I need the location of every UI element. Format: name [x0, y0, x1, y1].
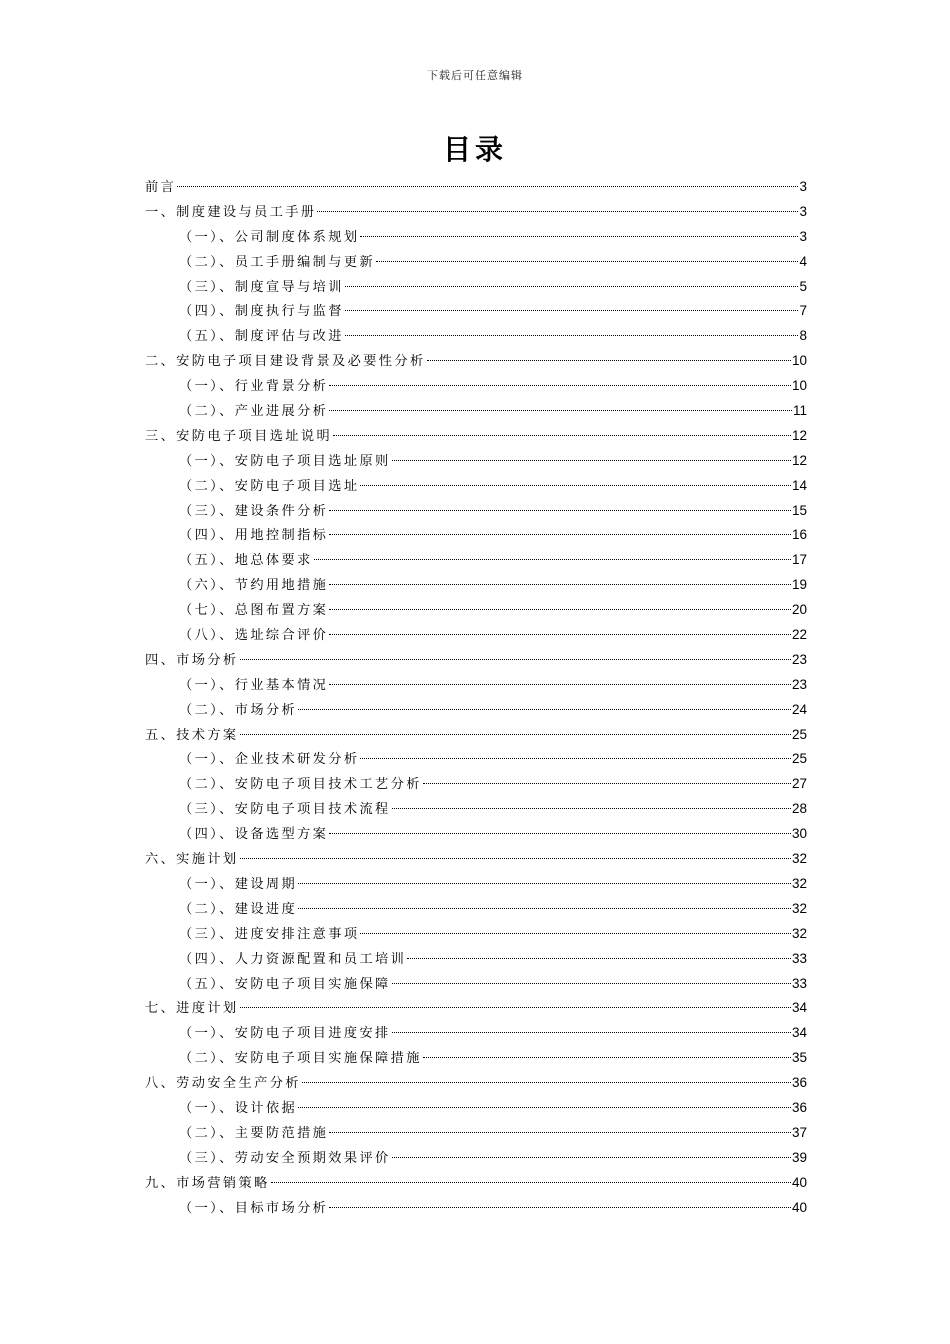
toc-entry-title: 五、技术方案	[145, 727, 239, 743]
toc-dot-leader	[329, 534, 791, 535]
toc-entry-title: （三）、安防电子项目技术流程	[179, 802, 391, 818]
toc-entry[interactable]	[145, 972, 807, 997]
toc-entry[interactable]	[145, 1121, 807, 1146]
toc-entry[interactable]	[145, 922, 807, 947]
toc-dot-leader	[329, 510, 791, 511]
toc-entry-title: （三）、进度安排注意事项	[179, 926, 360, 942]
toc-page-number: 3	[799, 179, 807, 194]
toc-dot-leader	[302, 1082, 791, 1083]
toc-page-number: 32	[791, 875, 807, 891]
toc-page-number: 33	[791, 975, 807, 991]
toc-dot-leader	[298, 908, 791, 909]
toc-dot-leader	[329, 833, 791, 834]
toc-page-number: 14	[791, 477, 807, 493]
toc-page-number: 20	[791, 602, 807, 618]
toc-dot-leader	[392, 983, 791, 984]
toc-dot-leader	[407, 958, 791, 959]
toc-entry[interactable]	[145, 349, 807, 374]
toc-entry[interactable]	[145, 573, 807, 598]
toc-entry-title: （一）、企业技术研发分析	[179, 752, 360, 768]
toc-entry-title: 九、市场营销策略	[145, 1175, 270, 1191]
toc-dot-leader	[329, 410, 792, 411]
toc-entry[interactable]	[145, 772, 807, 797]
toc-entry[interactable]	[145, 1046, 807, 1071]
toc-dot-leader	[392, 1157, 791, 1158]
toc-entry[interactable]	[145, 1171, 807, 1196]
toc-entry-title: 二、安防电子项目建设背景及必要性分析	[145, 354, 426, 370]
toc-dot-leader	[392, 1032, 791, 1033]
toc-dot-leader	[345, 335, 799, 336]
toc-page-number: 23	[791, 651, 807, 667]
toc-entry[interactable]	[145, 996, 807, 1021]
toc-page-number: 17	[791, 552, 807, 568]
toc-entry-title: （二）、建设进度	[179, 901, 298, 917]
toc-page-number: 7	[799, 303, 807, 319]
toc-entry[interactable]	[145, 1196, 807, 1221]
toc-entry-title: （七）、总图布置方案	[179, 603, 329, 619]
toc-entry-title: （三）、建设条件分析	[179, 503, 329, 519]
toc-dot-leader	[345, 286, 799, 287]
toc-entry[interactable]	[145, 872, 807, 897]
toc-dot-leader	[333, 435, 791, 436]
toc-entry[interactable]	[145, 324, 807, 349]
toc-entry-title: （三）、制度宣导与培训	[179, 279, 344, 295]
toc-entry[interactable]	[145, 822, 807, 847]
toc-page-number: 27	[791, 776, 807, 792]
toc-entry-title: （一）、设计依据	[179, 1100, 298, 1116]
toc-dot-leader	[423, 1057, 791, 1058]
toc-entry-title: （二）、主要防范措施	[179, 1125, 329, 1141]
toc-page-number: 32	[791, 851, 807, 867]
toc-dot-leader	[329, 634, 791, 635]
toc-entry-title: （一）、行业基本情况	[179, 677, 329, 693]
toc-page-number: 10	[791, 378, 807, 394]
toc-page-number: 36	[791, 1099, 807, 1115]
toc-dot-leader	[314, 559, 791, 560]
toc-entry-title: （五）、地总体要求	[179, 553, 313, 569]
toc-entry[interactable]	[145, 698, 807, 723]
toc-entry-title: （一）、目标市场分析	[179, 1200, 329, 1216]
toc-page-number: 34	[791, 1025, 807, 1041]
toc-entry-title: 八、劳动安全生产分析	[145, 1076, 301, 1092]
toc-entry-title: （一）、公司制度体系规划	[179, 229, 360, 245]
toc-entry-title: （二）、员工手册编制与更新	[179, 254, 376, 270]
toc-entry-title: 六、实施计划	[145, 852, 239, 868]
toc-dot-leader	[423, 783, 791, 784]
toc-entry[interactable]	[145, 548, 807, 573]
toc-dot-leader	[360, 933, 791, 934]
toc-title: 目录	[442, 133, 507, 166]
toc-page-number: 22	[791, 627, 807, 643]
toc-dot-leader	[177, 186, 798, 187]
toc-dot-leader	[240, 858, 791, 859]
toc-entry-title: （四）、制度执行与监督	[179, 304, 344, 320]
toc-dot-leader	[240, 1007, 791, 1008]
toc-dot-leader	[329, 684, 791, 685]
toc-entry[interactable]	[145, 299, 807, 324]
toc-entry[interactable]	[145, 374, 807, 399]
toc-entry[interactable]	[145, 225, 807, 250]
toc-entry[interactable]	[145, 1096, 807, 1121]
toc-dot-leader	[317, 211, 798, 212]
toc-entry-title: （一）、安防电子项目选址原则	[179, 453, 391, 469]
toc-page-number: 25	[791, 726, 807, 742]
toc-entry[interactable]	[145, 1021, 807, 1046]
toc-entry[interactable]	[145, 275, 807, 300]
toc-dot-leader	[329, 584, 791, 585]
toc-entry[interactable]	[145, 1071, 807, 1096]
toc-dot-leader	[392, 808, 791, 809]
toc-dot-leader	[298, 709, 791, 710]
toc-page-number: 11	[792, 403, 807, 419]
toc-entry[interactable]	[145, 1146, 807, 1171]
toc-page-number: 40	[791, 1199, 807, 1215]
toc-entry[interactable]	[145, 648, 807, 673]
toc-dot-leader	[345, 310, 799, 311]
toc-entry[interactable]	[145, 523, 807, 548]
toc-dot-leader	[329, 1207, 791, 1208]
toc-page-number: 33	[791, 950, 807, 966]
toc-entry[interactable]	[145, 797, 807, 822]
toc-entry-title: （三）、劳动安全预期效果评价	[179, 1150, 391, 1166]
toc-page-number: 25	[791, 751, 807, 767]
toc-page-number: 28	[791, 801, 807, 817]
toc-entry[interactable]	[145, 175, 807, 200]
toc-page-number: 32	[791, 925, 807, 941]
toc-page-number: 39	[791, 1149, 807, 1165]
toc-entry[interactable]	[145, 673, 807, 698]
toc-page-number: 37	[791, 1124, 807, 1140]
toc-page-number: 12	[791, 452, 807, 468]
toc-dot-leader	[240, 734, 791, 735]
toc-dot-leader	[360, 485, 791, 486]
toc-dot-leader	[298, 1107, 791, 1108]
toc-entry-title: （二）、安防电子项目选址	[179, 478, 360, 494]
toc-dot-leader	[376, 261, 798, 262]
toc-entry[interactable]	[145, 200, 807, 225]
toc-dot-leader	[392, 460, 791, 461]
toc-page-number: 40	[791, 1174, 807, 1190]
toc-entry-title: （六）、节约用地措施	[179, 578, 329, 594]
toc-entry-title: （二）、安防电子项目实施保障措施	[179, 1051, 422, 1067]
toc-entry[interactable]	[145, 623, 807, 648]
toc-page-number: 12	[791, 427, 807, 443]
toc-page-number: 30	[791, 826, 807, 842]
toc-page-number: 10	[791, 353, 807, 369]
toc-entry-title: 三、安防电子项目选址说明	[145, 428, 333, 444]
toc-entry[interactable]	[145, 250, 807, 275]
toc-page-number: 5	[799, 278, 807, 294]
toc-entry-title: （四）、用地控制指标	[179, 528, 329, 544]
toc-entry-title: （二）、产业进展分析	[179, 404, 329, 420]
toc-page-number: 35	[791, 1050, 807, 1066]
toc-entry-title: （五）、安防电子项目实施保障	[179, 976, 391, 992]
toc-entry-title: （八）、选址综合评价	[179, 628, 329, 644]
toc-dot-leader	[360, 236, 798, 237]
toc-entry-title: （一）、安防电子项目进度安排	[179, 1026, 391, 1042]
toc-dot-leader	[329, 385, 791, 386]
toc-dot-leader	[329, 1132, 791, 1133]
toc-entry-title: （四）、设备选型方案	[179, 827, 329, 843]
toc-dot-leader	[329, 609, 791, 610]
toc-page-number: 32	[791, 900, 807, 916]
toc-entry-title: 七、进度计划	[145, 1001, 239, 1017]
toc-entry[interactable]	[145, 747, 807, 772]
toc-entry-title: 四、市场分析	[145, 652, 239, 668]
toc-entry-title: 前言	[145, 180, 177, 195]
toc-entry[interactable]	[145, 424, 807, 449]
toc-page-number: 36	[791, 1075, 807, 1091]
toc-entry-title: （四）、人力资源配置和员工培训	[179, 951, 407, 967]
toc-entry-title: （二）、市场分析	[179, 702, 298, 718]
toc-entry[interactable]	[145, 449, 807, 474]
toc-page-number: 24	[791, 701, 807, 717]
toc-page-number: 8	[799, 328, 807, 344]
toc-dot-leader	[427, 360, 791, 361]
toc-page-number: 19	[791, 577, 807, 593]
toc-entry[interactable]	[145, 847, 807, 872]
toc-dot-leader	[360, 758, 791, 759]
toc-page-number: 16	[791, 527, 807, 543]
toc-entry-title: （一）、建设周期	[179, 876, 298, 892]
toc-entry[interactable]	[145, 474, 807, 499]
toc-entry[interactable]	[145, 399, 807, 424]
toc-entry-title: （二）、安防电子项目技术工艺分析	[179, 777, 422, 793]
toc-entry[interactable]	[145, 897, 807, 922]
toc-dot-leader	[240, 659, 791, 660]
toc-entry-title: （一）、行业背景分析	[179, 379, 329, 395]
header-note: 下载后可任意编辑	[427, 69, 523, 82]
toc-page-number: 3	[799, 203, 807, 219]
table-of-contents	[145, 175, 807, 1220]
toc-page-number: 15	[791, 502, 807, 518]
toc-page-number: 34	[791, 1000, 807, 1016]
toc-entry[interactable]	[145, 723, 807, 748]
toc-entry[interactable]	[145, 947, 807, 972]
toc-page-number: 23	[791, 676, 807, 692]
toc-dot-leader	[271, 1182, 791, 1183]
toc-page-number: 3	[799, 228, 807, 244]
toc-dot-leader	[298, 883, 791, 884]
toc-entry-title: 一、制度建设与员工手册	[145, 204, 317, 220]
toc-entry[interactable]	[145, 598, 807, 623]
toc-entry[interactable]	[145, 499, 807, 524]
toc-page-number: 4	[799, 253, 807, 269]
toc-entry-title: （五）、制度评估与改进	[179, 329, 344, 345]
